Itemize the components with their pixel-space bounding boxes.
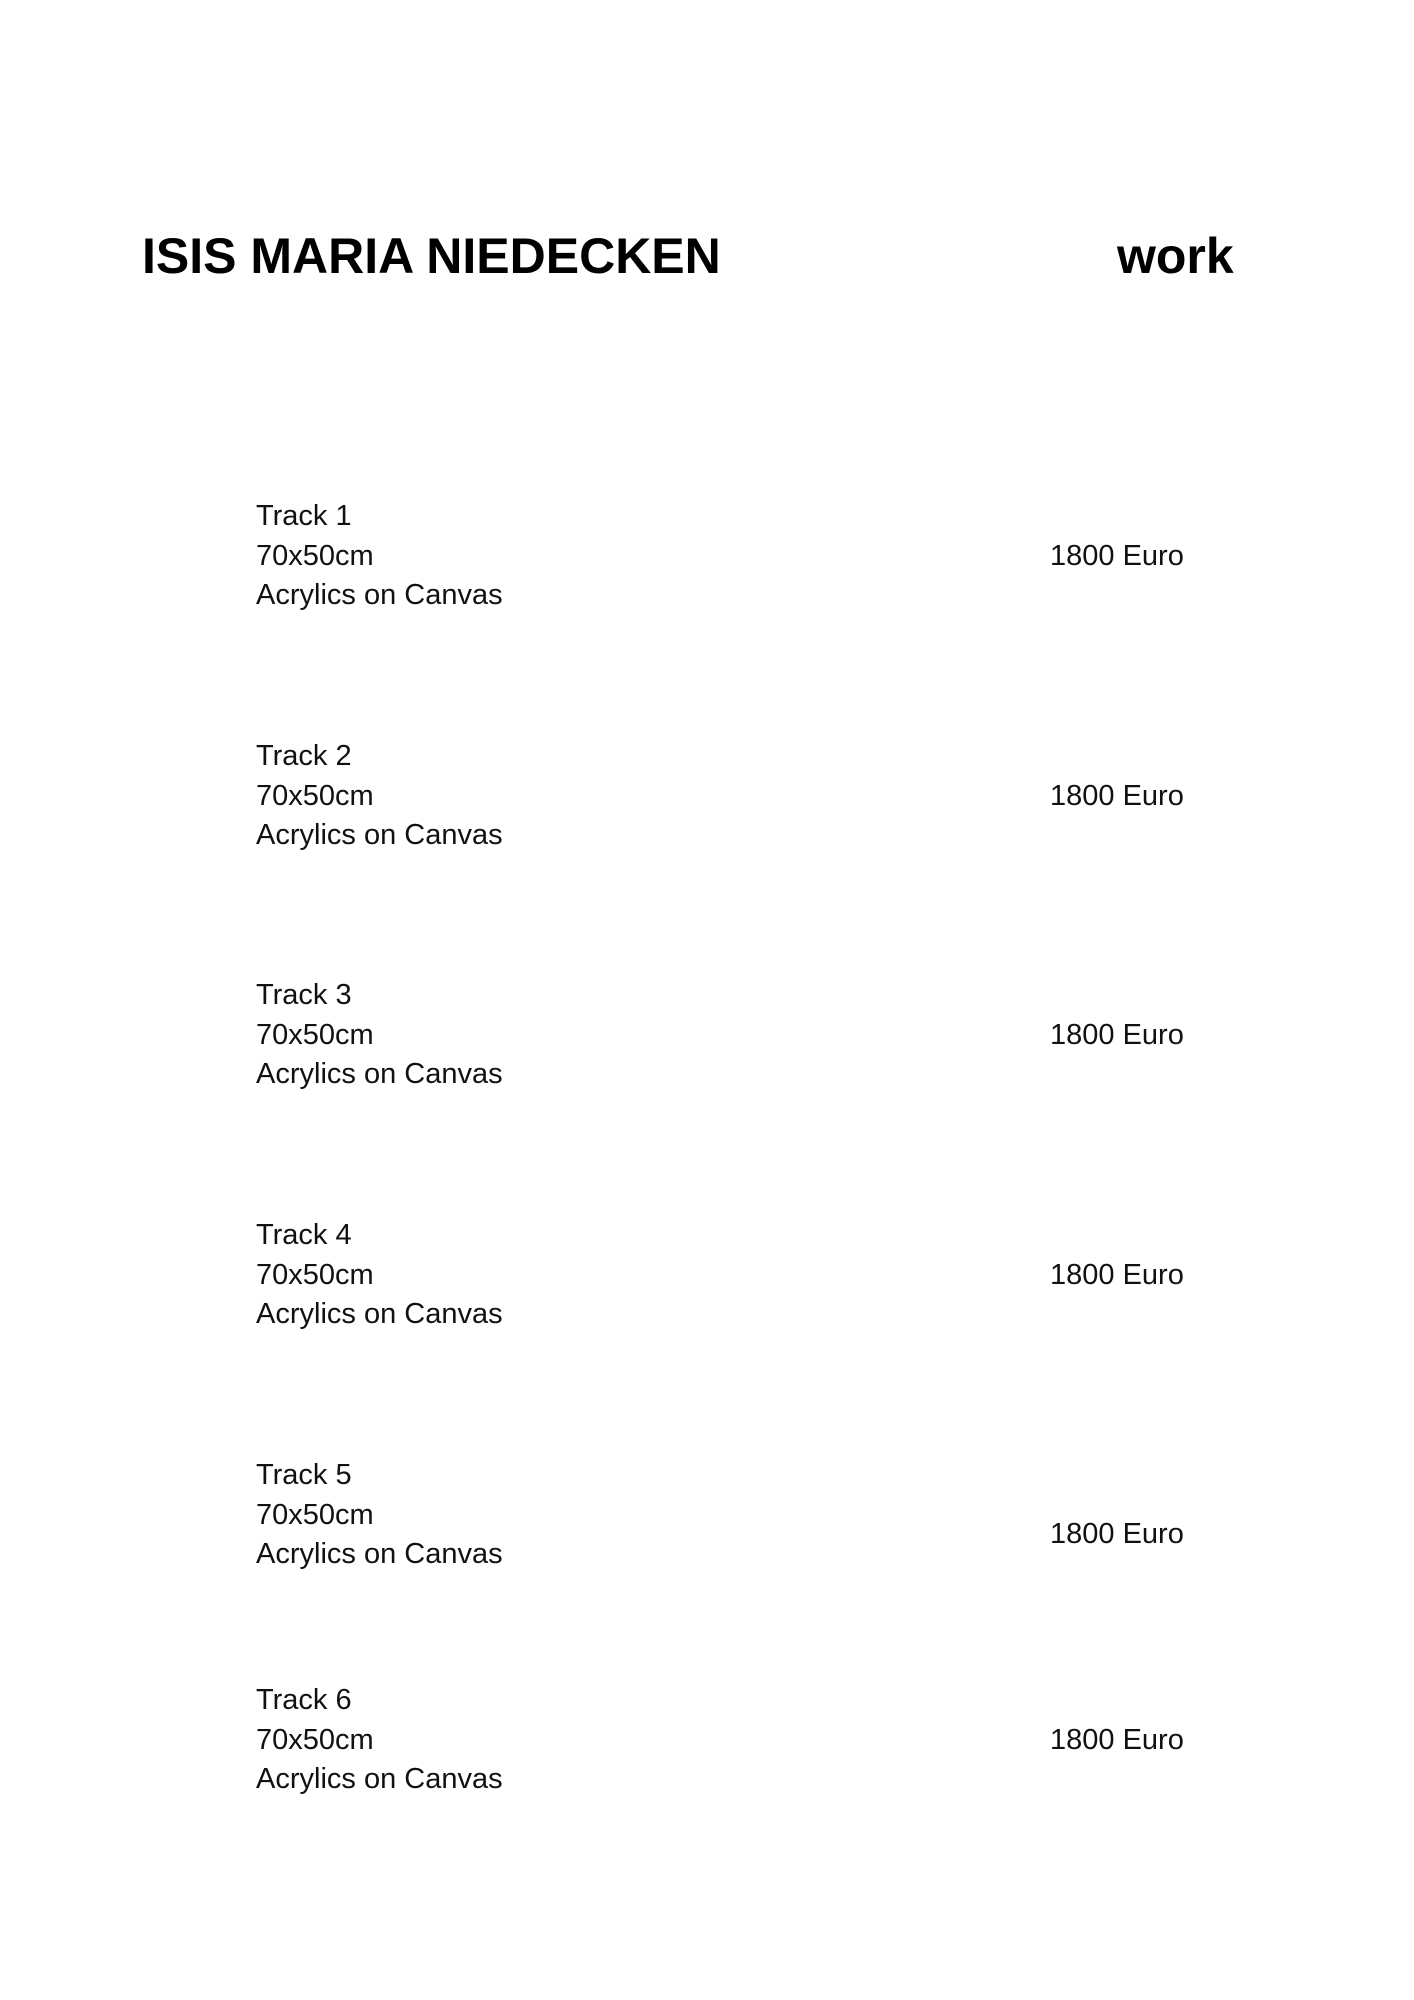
work-title: Track 6 xyxy=(256,1684,352,1716)
work-title: Track 4 xyxy=(256,1219,352,1251)
work-entry xyxy=(0,976,1414,1096)
work-details xyxy=(256,1456,503,1575)
work-title: Track 1 xyxy=(256,500,352,532)
work-medium: Acrylics on Canvas xyxy=(256,1298,503,1330)
work-details xyxy=(256,976,503,1095)
work-entry xyxy=(0,1681,1414,1801)
work-title: Track 5 xyxy=(256,1459,352,1491)
work-size: 70x50cm xyxy=(256,539,374,572)
work-medium: Acrylics on Canvas xyxy=(256,1058,503,1090)
work-price: 1800 Euro xyxy=(1050,539,1184,572)
work-size: 70x50cm xyxy=(256,1723,374,1756)
work-title: Track 3 xyxy=(256,979,352,1011)
work-size: 70x50cm xyxy=(256,1018,374,1051)
work-price: 1800 Euro xyxy=(1050,1723,1184,1756)
work-price: 1800 Euro xyxy=(1050,779,1184,812)
work-details xyxy=(256,497,503,616)
work-medium: Acrylics on Canvas xyxy=(256,819,503,851)
work-entry xyxy=(0,497,1414,617)
work-size: 70x50cm xyxy=(256,1498,374,1531)
work-entry xyxy=(0,1216,1414,1336)
work-details xyxy=(256,1216,503,1335)
work-price: 1800 Euro xyxy=(1050,1518,1184,1550)
work-price: 1800 Euro xyxy=(1050,1258,1184,1291)
work-medium: Acrylics on Canvas xyxy=(256,1763,503,1795)
work-title: Track 2 xyxy=(256,740,352,772)
artist-name-heading: ISIS MARIA NIEDECKEN xyxy=(142,228,721,284)
work-details xyxy=(256,737,503,856)
work-entry xyxy=(0,737,1414,857)
work-size: 70x50cm xyxy=(256,1258,374,1291)
section-heading: work xyxy=(1117,228,1234,284)
work-price: 1800 Euro xyxy=(1050,1018,1184,1051)
work-entry xyxy=(0,1456,1414,1576)
work-medium: Acrylics on Canvas xyxy=(256,1538,503,1570)
work-details xyxy=(256,1681,503,1800)
work-medium: Acrylics on Canvas xyxy=(256,579,503,611)
work-size: 70x50cm xyxy=(256,779,374,812)
